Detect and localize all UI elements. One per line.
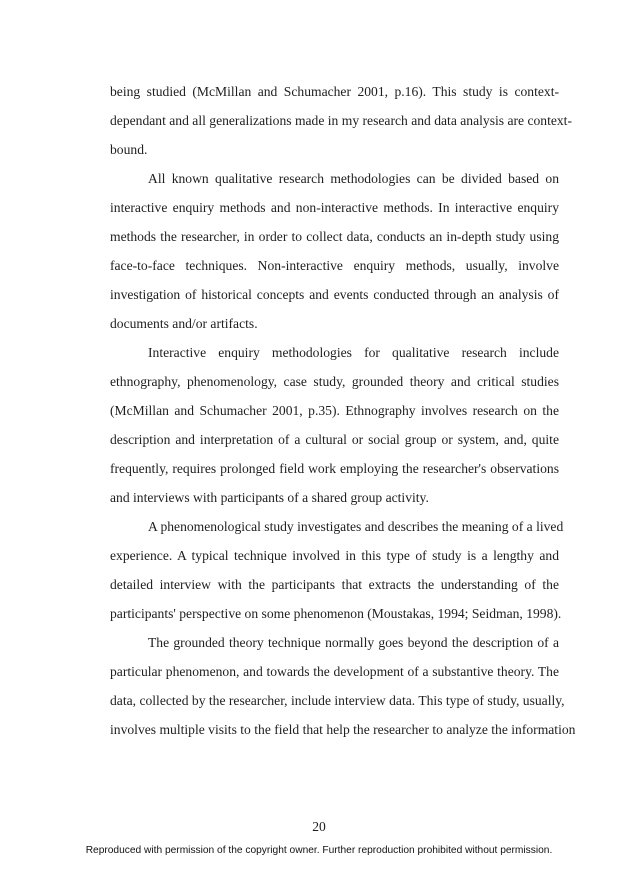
text-line: investigation of historical concepts and events conducted through an analysis of <box>110 287 559 302</box>
reproduction-notice: Reproduced with permission of the copyright owner. Further reproduction prohibited without permission. <box>85 845 553 856</box>
text-line: being studied (McMillan and Schumacher 2001, p.16). This study is context- <box>110 84 559 99</box>
text-line: particular phenomenon, and towards the development of a substantive theory. The <box>110 664 559 679</box>
text-line: experience. A typical technique involved in this type of study is a lengthy and <box>110 548 559 563</box>
text-line: data, collected by the researcher, include interview data. This type of study, usually, <box>110 693 565 708</box>
text-line: ethnography, phenomenology, case study, grounded theory and critical studies <box>110 374 559 389</box>
text-line: dependant and all generalizations made in my research and data analysis are context- <box>110 113 572 128</box>
text-line: detailed interview with the participants that extracts the understanding of the <box>110 577 559 592</box>
text-line: (McMillan and Schumacher 2001, p.35). Ethnography involves research on the <box>110 403 559 418</box>
text-line: participants' perspective on some phenomenon (Moustakas, 1994; Seidman, 1998). <box>110 606 562 621</box>
text-line: methods the researcher, in order to collect data, conducts an in-depth study using <box>110 229 559 244</box>
text-line: Interactive enquiry methodologies for qualitative research include <box>148 345 559 360</box>
page-number: 20 <box>312 819 326 834</box>
text-line: frequently, requires prolonged field work employing the researcher's observations <box>110 461 559 476</box>
text-line: documents and/or artifacts. <box>110 316 258 331</box>
text-line: bound. <box>110 142 148 157</box>
text-line: description and interpretation of a cultural or social group or system, and, quite <box>110 432 559 447</box>
text-line: All known qualitative research methodologies can be divided based on <box>148 171 559 186</box>
text-line: The grounded theory technique normally goes beyond the description of a <box>148 635 559 650</box>
text-line: face-to-face techniques. Non-interactive enquiry methods, usually, involve <box>110 258 559 273</box>
text-line: interactive enquiry methods and non-interactive methods. In interactive enquiry <box>110 200 559 215</box>
text-line: and interviews with participants of a shared group activity. <box>110 490 429 505</box>
text-line: involves multiple visits to the field that help the researcher to analyze the information <box>110 722 576 737</box>
text-line: A phenomenological study investigates and describes the meaning of a lived <box>148 519 564 534</box>
